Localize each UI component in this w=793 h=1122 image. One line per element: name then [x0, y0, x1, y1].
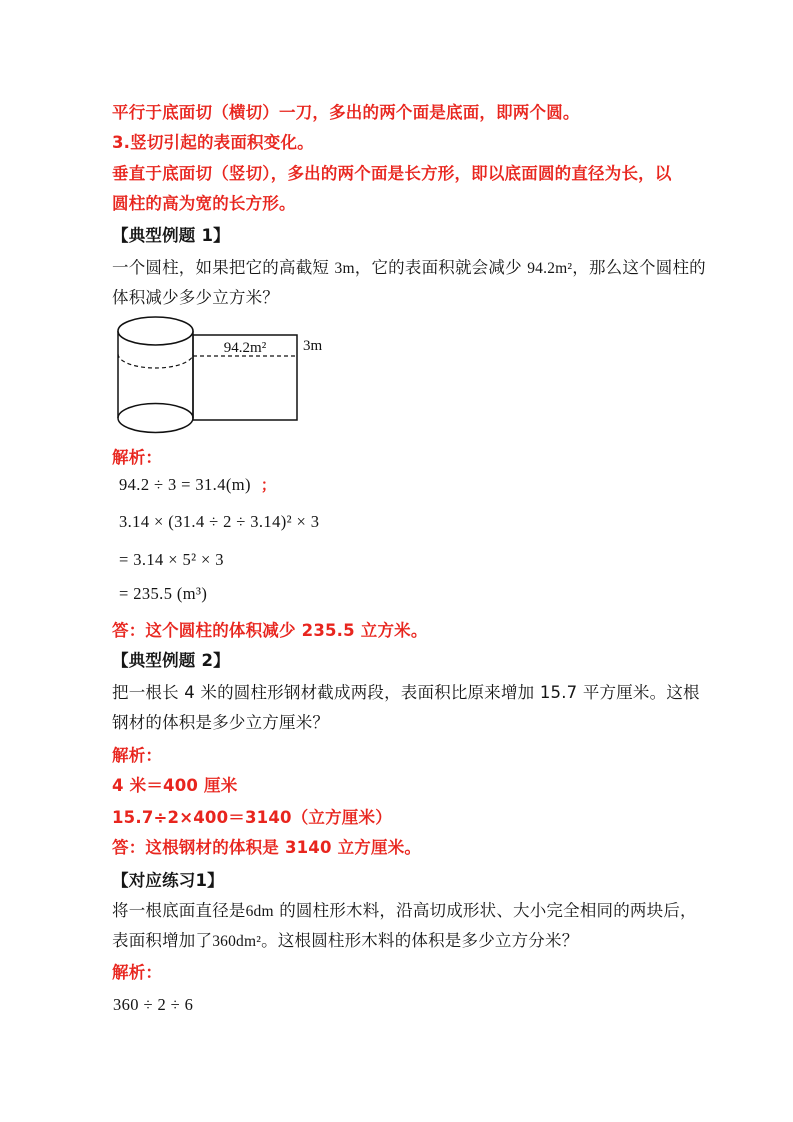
practice1-question-text-3: 表面积增加了 — [112, 931, 213, 950]
example1-question-text-2: ，它的表面积就会减少 — [354, 258, 528, 277]
practice1-question-text-2: 的圆柱形木料，沿高切成形状、大小完全相同的两块后， — [273, 901, 697, 920]
example1-equation-1 — [119, 475, 276, 495]
intro-note-line-2: 3.竖切引起的表面积变化。 — [112, 133, 314, 152]
cylinder-diagram — [106, 310, 351, 442]
practice1-question-text-1: 将一根底面直径是 — [112, 901, 246, 920]
example1-question-text-3: ，那么这个圆柱的 — [572, 258, 706, 277]
diagram-area-label: 94.2m² — [223, 340, 267, 356]
practice1-heading: 【对应练习1】 — [112, 871, 224, 890]
practice1-question-line-1 — [112, 901, 697, 922]
example1-equation-3: = 3.14 × 5² × 3 — [119, 550, 224, 569]
example2-step-1: 4 米＝400 厘米 — [112, 776, 238, 795]
cylinder-top-ellipse — [118, 317, 193, 345]
practice1-question-line-2 — [112, 931, 578, 952]
example1-question-text-1: 一个圆柱，如果把它的高截短 — [112, 258, 335, 277]
example1-analysis-label: 解析： — [112, 448, 163, 467]
example1-equation-4: = 235.5 (m³) — [119, 584, 208, 603]
example1-answer: 答：这个圆柱的体积减少 235.5 立方米。 — [112, 621, 428, 640]
intro-note-line-3: 垂直于底面切（竖切），多出的两个面是长方形，即以底面圆的直径为长，以 — [112, 164, 672, 183]
example1-question-value-3m: 3m — [334, 260, 355, 277]
example2-answer: 答：这根钢材的体积是 3140 立方厘米。 — [112, 838, 422, 857]
equation-1-text: 94.2 ÷ 3 = 31.4(m) — [119, 475, 251, 494]
example1-equation-2: 3.14 × (31.4 ÷ 2 ÷ 3.14)² × 3 — [119, 512, 320, 531]
intro-note-line-1: 平行于底面切（横切）一刀，多出的两个面是底面，即两个圆。 — [112, 103, 580, 122]
example1-question-line-2: 体积减少多少立方米？ — [112, 288, 279, 307]
practice1-question-value-6dm: 6dm — [245, 903, 274, 920]
cylinder-bottom-ellipse — [118, 404, 193, 433]
example2-analysis-label: 解析： — [112, 746, 163, 765]
example1-heading: 【典型例题 1】 — [112, 226, 230, 245]
example1-question-line-1 — [112, 258, 706, 279]
example2-question-line-1: 把一根长 4 米的圆柱形钢材截成两段，表面积比原来增加 15.7 平方厘米。这根 — [112, 683, 700, 702]
practice1-analysis-label: 解析： — [112, 963, 163, 982]
cut-dashed-arc — [118, 354, 193, 368]
practice1-question-value-area: 360dm² — [212, 933, 262, 950]
practice1-question-text-4: 。这根圆柱形木料的体积是多少立方分米？ — [261, 931, 579, 950]
practice1-equation-1: 360 ÷ 2 ÷ 6 — [113, 995, 194, 1014]
diagram-height-label: 3m — [303, 338, 323, 354]
intro-note-line-4: 圆柱的高为宽的长方形。 — [112, 194, 296, 213]
equation-1-semicolon: ； — [260, 476, 277, 494]
example2-heading: 【典型例题 2】 — [112, 651, 230, 670]
example2-question-line-2: 钢材的体积是多少立方厘米？ — [112, 713, 330, 732]
example2-step-2: 15.7÷2×400＝3140（立方厘米） — [112, 808, 392, 827]
example1-question-value-area: 94.2m² — [527, 260, 573, 277]
